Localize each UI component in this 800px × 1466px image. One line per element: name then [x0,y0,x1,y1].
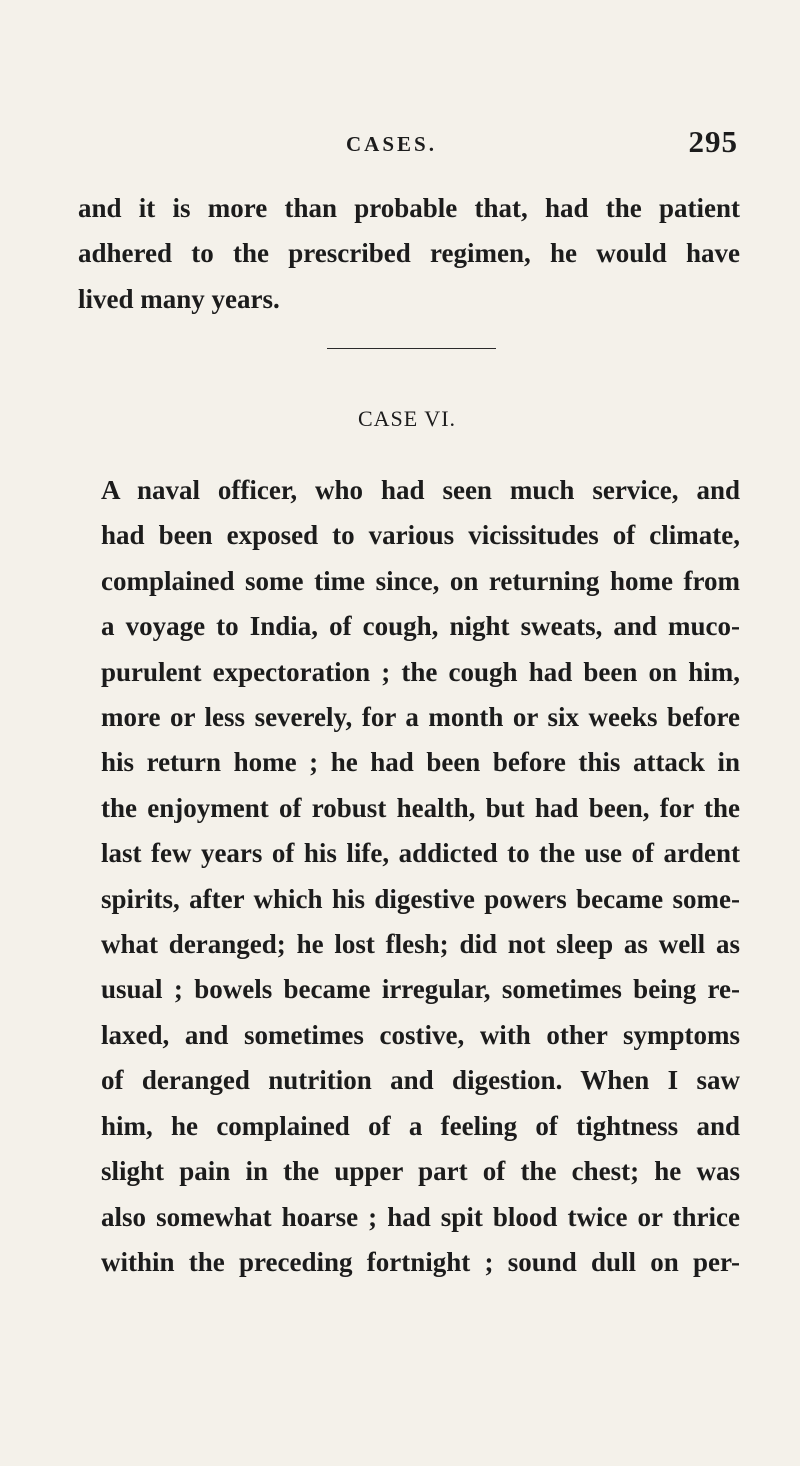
paragraph-continued [78,186,740,322]
text-line: A naval officer, who had seen much service, and [101,475,740,505]
text-line: and it is more than probable that, had the patient [78,193,740,223]
text-line: of deranged nutrition and digestion. When I saw [101,1065,740,1096]
text-line: spirits, after which his digestive powers became some- [101,883,740,914]
text-line: lived many years. [78,283,280,314]
text-line: slight pain in the upper part of the chest; he was [101,1156,740,1187]
text-line: purulent expectoration ; the cough had been on him, [101,656,740,687]
text-line: usual ; bowels became irregular, sometimes being re- [101,974,740,1005]
text-line: him, he complained of a feeling of tightness and [101,1110,740,1141]
text-line: a voyage to India, of cough, night sweats, and muco- [101,611,740,642]
case-heading: CASE VI. [357,406,457,431]
text-line: more or less severely, for a month or six weeks before [101,702,740,733]
running-head [78,124,738,164]
running-title: CASES. [346,132,437,156]
text-line: also somewhat hoarse ; had spit blood twice or thrice [101,1201,740,1232]
text-line: complained some time since, on returning home from [101,565,740,596]
text-line: his return home ; he had been before this attack in [101,747,740,778]
case-paragraph [78,468,740,1285]
text-line: adhered to the prescribed regimen, he would have [78,238,740,269]
text-line: laxed, and sometimes costive, with other symptoms [101,1019,740,1050]
section-divider [327,348,496,349]
text-line: within the preceding fortnight ; sound dull on per- [101,1246,740,1277]
text-line: had been exposed to various vicissitudes of climate, [101,520,740,551]
text-line: what deranged; he lost flesh; did not sleep as well as [101,929,740,960]
text-line: last few years of his life, addicted to the use of ardent [101,838,740,869]
page-number: 295 [688,124,738,159]
text-line: the enjoyment of robust health, but had been, for the [101,792,740,823]
